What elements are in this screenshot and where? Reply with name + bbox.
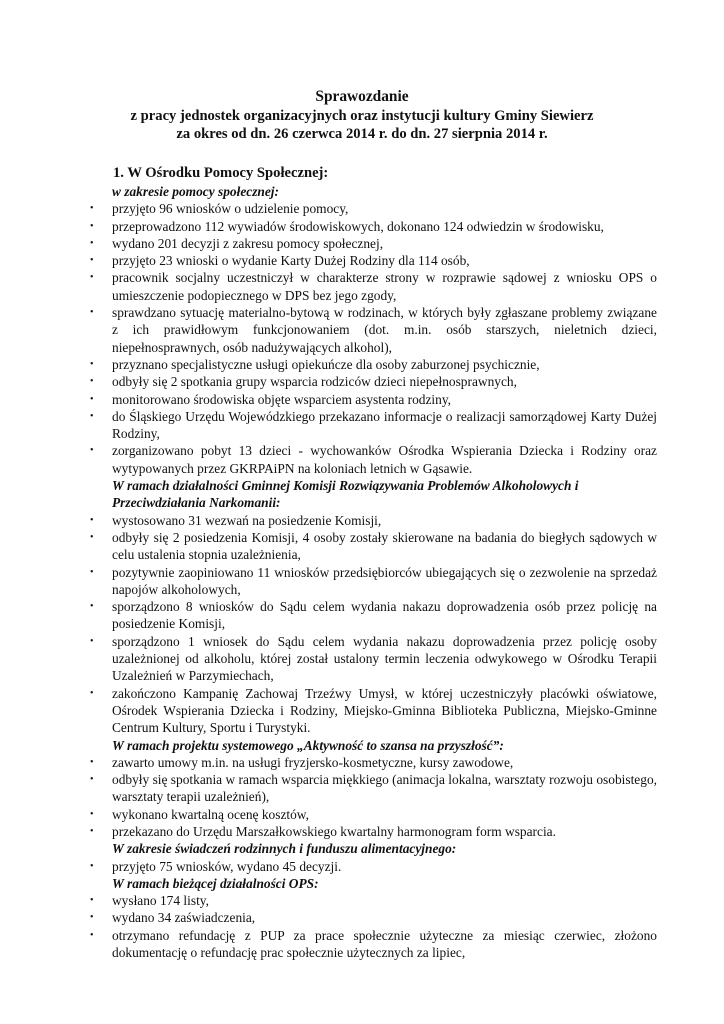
bullet-icon: • xyxy=(90,307,94,319)
list-item xyxy=(90,892,657,909)
list-item-text: sprawdzano sytuację materialno-bytową w rodzinach, w których były zgłaszane problemy związane z ich prawidłowym funkcjonowaniem (dot. m.in. osób starszych, nieletnich dzieci, niepełnosprawnych, osób nadużywających alkohol), xyxy=(112,305,657,355)
list-item xyxy=(90,218,657,235)
list-item-text: wysłano 174 listy, xyxy=(112,893,209,909)
bullet-icon: • xyxy=(90,272,94,284)
subsection-heading: w zakresie pomocy społecznej: xyxy=(112,184,279,199)
bullet-icon: • xyxy=(90,566,94,578)
list-item-text: wystosowano 31 wezwań na posiedzenie Komisji, xyxy=(112,512,382,528)
bullet-list xyxy=(90,892,657,961)
list-item xyxy=(90,269,657,304)
list-item xyxy=(90,304,657,356)
list-item-text: przyznano specjalistyczne usługi opiekuńcze dla osoby zaburzonej psychicznie, xyxy=(112,356,540,372)
bullet-icon: • xyxy=(90,358,94,370)
list-item-text: wykonano kwartalną ocenę kosztów, xyxy=(112,806,309,822)
bullet-icon: • xyxy=(90,601,94,613)
bullet-list xyxy=(90,858,657,875)
list-item xyxy=(90,442,657,477)
bullet-icon: • xyxy=(90,410,94,422)
list-item xyxy=(90,235,657,252)
list-item-text: zawarto umowy m.in. na usługi fryzjersko-kosmetyczne, kursy zawodowe, xyxy=(112,754,514,770)
list-item-text: odbyły się 2 spotkania grupy wsparcia rodziców dzieci niepełnosprawnych, xyxy=(112,374,517,390)
list-item-text: przekazano do Urzędu Marszałkowskiego kwartalny harmonogram form wsparcia. xyxy=(112,823,556,839)
section-heading: 1. W Ośrodku Pomocy Społecznej: xyxy=(113,165,329,181)
list-item-text: monitorowano środowiska objęte wsparciem asystenta rodziny, xyxy=(112,391,452,407)
bullet-icon: • xyxy=(90,774,94,786)
document-header xyxy=(0,88,724,144)
list-item-text: zorganizowano pobyt 13 dzieci - wychowanków Ośrodka Wspierania Dziecka i Rodziny oraz wytypowanych przez GKRPAiPN na koloniach letnich w Gąsawie. xyxy=(112,443,657,476)
list-item xyxy=(90,252,657,269)
list-item-text: sporządzono 8 wniosków do Sądu celem wydania nakazu doprowadzenia osób przez policję na posiedzenie Komisji, xyxy=(112,599,657,632)
bullet-icon: • xyxy=(90,635,94,647)
bullet-icon: • xyxy=(90,912,94,924)
list-item xyxy=(90,685,657,737)
list-item-text: pozytywnie zaopiniowano 11 wniosków przedsiębiorców ubiegających się o zezwolenie na sprzedaż napojów alkoholowych, xyxy=(112,564,657,597)
list-item xyxy=(90,356,657,373)
list-item xyxy=(90,754,657,771)
subsection-heading: W ramach projektu systemowego „Aktywność to szansa na przyszłość”: xyxy=(112,737,504,753)
bullet-list xyxy=(90,754,657,840)
list-item-text: zakończono Kampanię Zachowaj Trzeźwy Umysł, w której uczestniczyły placówki oświatowe, Ośrodek Wspierania Dziecka i Rodziny, Miejsko-Gminna Biblioteka Publiczna, Miejsko-Gminne Centrum Kultury, Sportu i Turystyki. xyxy=(112,685,657,736)
bullet-icon: • xyxy=(90,825,94,837)
bullet-icon: • xyxy=(90,376,94,388)
list-item xyxy=(90,373,657,390)
subsection-heading: W ramach bieżącej działalności OPS: xyxy=(112,875,319,891)
list-item-text: odbyły się spotkania w ramach wsparcia miękkiego (animacja lokalna, warsztaty rozwoju osobistego, warsztaty terapii uzależnień), xyxy=(112,772,657,805)
list-item xyxy=(90,858,657,875)
list-item-text: wydano 201 decyzji z zakresu pomocy społecznej, xyxy=(112,235,384,251)
list-item xyxy=(90,927,657,962)
bullet-list xyxy=(90,512,657,737)
list-item-text: odbyły się 2 posiedzenia Komisji, 4 osoby zostały skierowane na badania do biegłych sądowych w celu ustalenia stopnia uzależnienia, xyxy=(112,529,657,563)
report-content xyxy=(90,164,657,961)
bullet-icon: • xyxy=(90,393,94,405)
list-item-text: przyjęto 75 wniosków, wydano 45 decyzji. xyxy=(112,858,342,874)
list-item-text: otrzymano refundację z PUP za prace społecznie użyteczne za miesiąc czerwiec, złożono dokumentację o refundację prac społecznie użytecznych za lipiec, xyxy=(112,927,657,961)
subsection-heading: W zakresie świadczeń rodzinnych i funduszu alimentacyjnego: xyxy=(112,841,457,857)
list-item-text: pracownik socjalny uczestniczył w charakterze strony w rozprawie sądowej z wniosku OPS o umieszczenie podopiecznego w DPS bez jego zgody, xyxy=(112,270,657,303)
list-item-text: wydano 34 zaświadczenia, xyxy=(112,910,256,926)
list-item-text: do Śląskiego Urzędu Wojewódzkiego przekazano informacje o realizacji samorządowej Karty Dużej Rodziny, xyxy=(112,408,657,442)
list-item xyxy=(90,512,657,529)
bullet-icon: • xyxy=(90,929,94,941)
bullet-icon: • xyxy=(90,445,94,457)
document-period: za okres od dn. 26 czerwca 2014 r. do dn. 27 sierpnia 2014 r. xyxy=(176,126,548,142)
list-item xyxy=(90,771,657,806)
list-item xyxy=(90,391,657,408)
document-subtitle: z pracy jednostek organizacyjnych oraz instytucji kultury Gminy Siewierz xyxy=(130,107,594,124)
bullet-icon: • xyxy=(90,255,94,267)
subsection-heading: W ramach działalności Gminnej Komisji Rozwiązywania Problemów Alkoholowych i Przeciwdziałania Narkomanii: xyxy=(112,478,579,511)
list-item-text: przyjęto 23 wnioski o wydanie Karty Dużej Rodziny dla 114 osób, xyxy=(112,253,470,269)
bullet-icon: • xyxy=(90,860,94,872)
list-item xyxy=(90,408,657,443)
bullet-icon: • xyxy=(90,756,94,768)
list-item-text: przyjęto 96 wniosków o udzielenie pomocy, xyxy=(112,201,349,217)
bullet-icon: • xyxy=(90,895,94,907)
bullet-icon: • xyxy=(90,514,94,526)
list-item xyxy=(90,564,657,599)
bullet-icon: • xyxy=(90,531,94,543)
list-item xyxy=(90,529,657,564)
bullet-icon: • xyxy=(90,237,94,249)
list-item xyxy=(90,598,657,633)
list-item xyxy=(90,633,657,685)
bullet-list xyxy=(90,200,657,477)
bullet-icon: • xyxy=(90,203,94,215)
list-item xyxy=(90,200,657,217)
list-item xyxy=(90,909,657,926)
list-item xyxy=(90,823,657,840)
list-item xyxy=(90,806,657,823)
bullet-icon: • xyxy=(90,220,94,232)
document-title: Sprawozdanie xyxy=(315,88,409,105)
bullet-icon: • xyxy=(90,687,94,699)
list-item-text: sporządzono 1 wniosek do Sądu celem wydania nakazu doprowadzenia przez policję osoby uzależnionej od alkoholu, której został ustalony termin leczenia odwykowego w Ośrodku Terapii Uzależnień w Parzymiechach, xyxy=(112,633,657,684)
list-item-text: przeprowadzono 112 wywiadów środowiskowych, dokonano 124 odwiedzin w środowisku, xyxy=(112,218,604,234)
bullet-icon: • xyxy=(90,808,94,820)
